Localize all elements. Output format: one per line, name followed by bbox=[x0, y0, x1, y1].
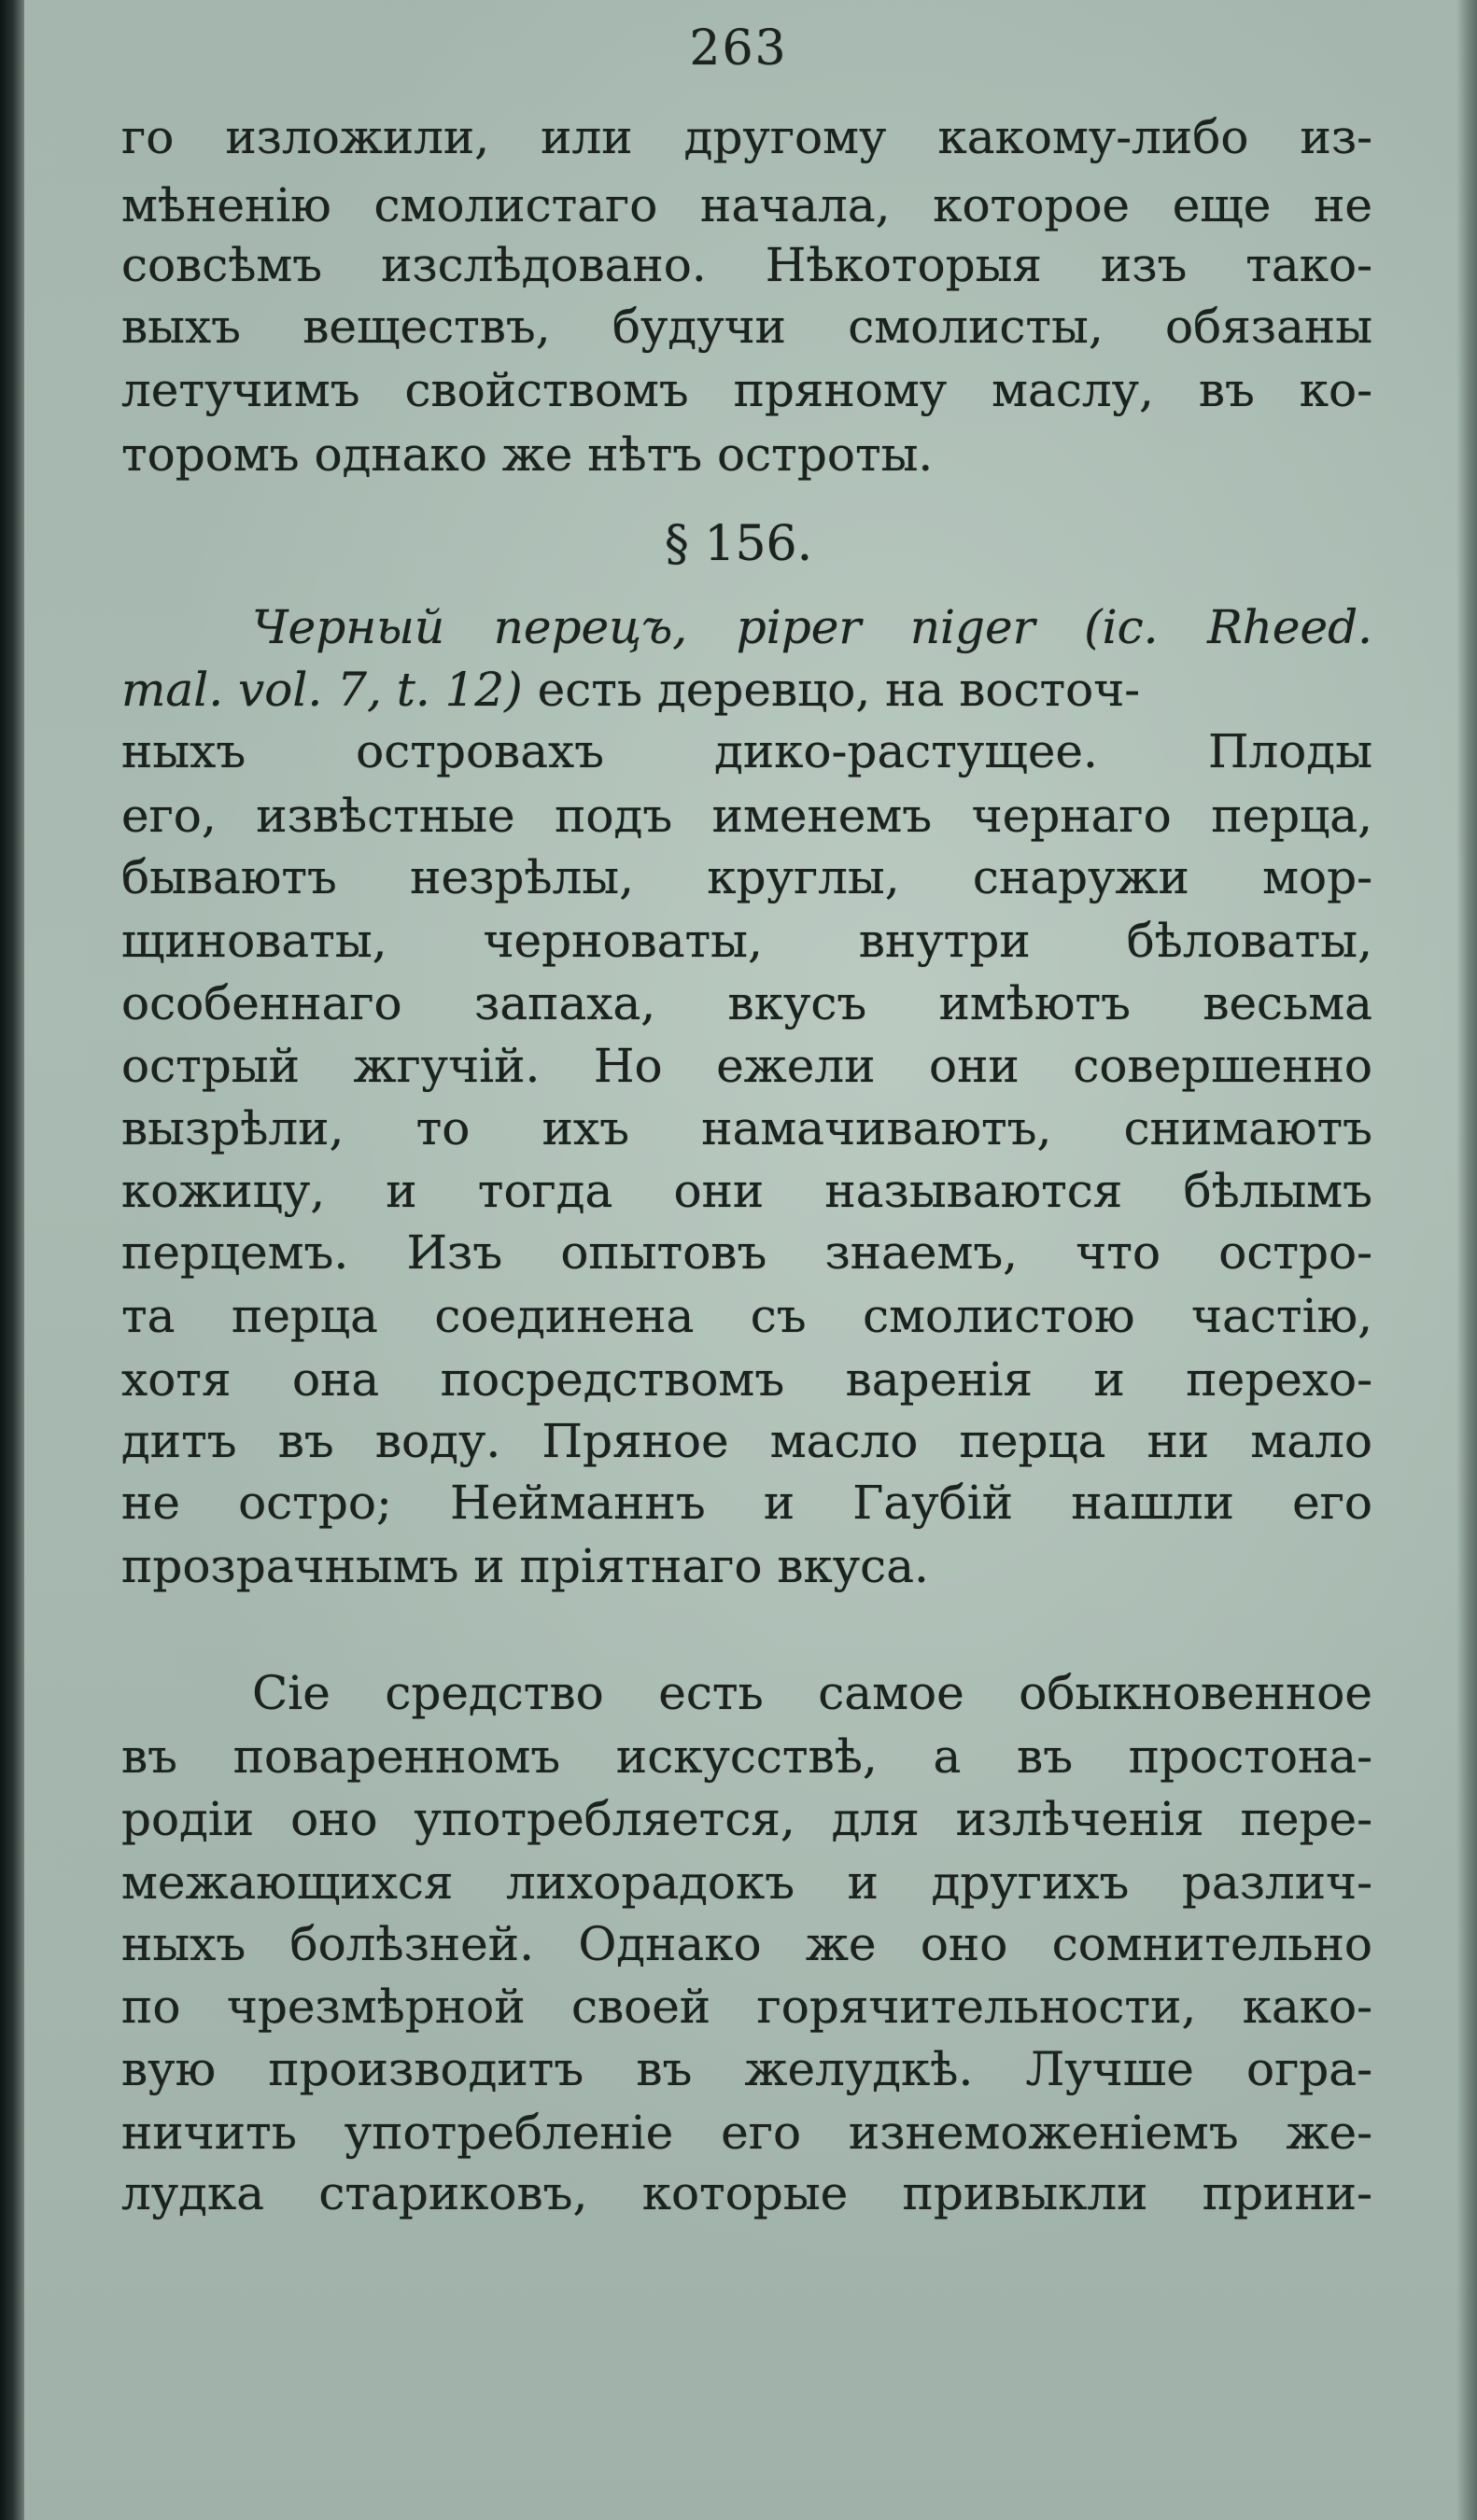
text-line: мѣненію смолистаго начала, которое еще не bbox=[121, 178, 1372, 232]
text-line: хотя она посредствомъ варенія и перехо- bbox=[121, 1352, 1372, 1407]
text-line: межающихся лихорадокъ и другихъ различ- bbox=[121, 1855, 1372, 1910]
text-line: острый жгучій. Но ежели они совершенно bbox=[121, 1039, 1372, 1093]
text-line-mixed bbox=[121, 663, 1372, 717]
text-line: ныхъ болѣзней. Однако же оно сомнительно bbox=[121, 1917, 1372, 1971]
text-line: вую производитъ въ желудкѣ. Лучше огра- bbox=[121, 2042, 1372, 2096]
citation-italic: mal. vol. 7, t. 12) bbox=[121, 663, 523, 717]
text-fragment: есть деревцо, на восточ- bbox=[522, 663, 1141, 717]
text-line: торомъ однако же нѣтъ остроты. bbox=[121, 427, 934, 482]
text-line: лудка стариковъ, которые привыкли прини- bbox=[121, 2166, 1372, 2220]
text-line: бываютъ незрѣлы, круглы, снаружи мор- bbox=[121, 850, 1372, 904]
text-line: прозрачнымъ и пріятнаго вкуса. bbox=[121, 1539, 929, 1593]
page-edge-shadow bbox=[1456, 0, 1477, 2520]
text-line: въ поваренномъ искусствѣ, а въ простона- bbox=[121, 1729, 1372, 1784]
text-line: вызрѣли, то ихъ намачиваютъ, снимаютъ bbox=[121, 1101, 1372, 1155]
book-spine-shadow bbox=[0, 0, 24, 2520]
text-line: перцемъ. Изъ опытовъ знаемъ, что остро- bbox=[121, 1225, 1372, 1280]
text-line: совсѣмъ изслѣдовано. Нѣкоторыя изъ тако- bbox=[121, 238, 1372, 292]
text-line: та перца соединена съ смолистою частію, bbox=[121, 1289, 1372, 1343]
text-line: его, извѣстные подъ именемъ чернаго перца, bbox=[121, 789, 1372, 843]
text-line: Сіе средство есть самое обыкновенное bbox=[252, 1666, 1372, 1720]
text-line: дитъ въ воду. Пряное масло перца ни мало bbox=[121, 1414, 1372, 1468]
text-line: родіи оно употребляется, для излѣченія пере- bbox=[121, 1792, 1372, 1846]
text-line: ничить употребленіе его изнеможеніемъ же- bbox=[121, 2106, 1372, 2160]
text-line: выхъ веществъ, будучи смолисты, обязаны bbox=[121, 300, 1372, 354]
page-number: 263 bbox=[689, 21, 788, 77]
text-line: летучимъ свойствомъ пряному маслу, въ ко- bbox=[121, 363, 1372, 417]
text-line: по чрезмѣрной своей горячительности, како- bbox=[121, 1980, 1372, 2034]
text-line: не остро; Нейманнъ и Гаубій нашли его bbox=[121, 1476, 1372, 1530]
text-line: го изложили, или другому какому-либо из- bbox=[121, 110, 1372, 164]
text-line-italic: Черный перецъ, piper niger (ic. Rheed. bbox=[252, 600, 1372, 654]
text-line: ныхъ островахъ дико-растущее. Плоды bbox=[121, 724, 1372, 778]
section-heading: § 156. bbox=[664, 516, 813, 572]
text-line: особеннаго запаха, вкусъ имѣютъ весьма bbox=[121, 976, 1372, 1030]
text-line: кожицу, и тогда они называются бѣлымъ bbox=[121, 1164, 1372, 1218]
text-line: щиноваты, черноваты, внутри бѣловаты, bbox=[121, 914, 1372, 968]
